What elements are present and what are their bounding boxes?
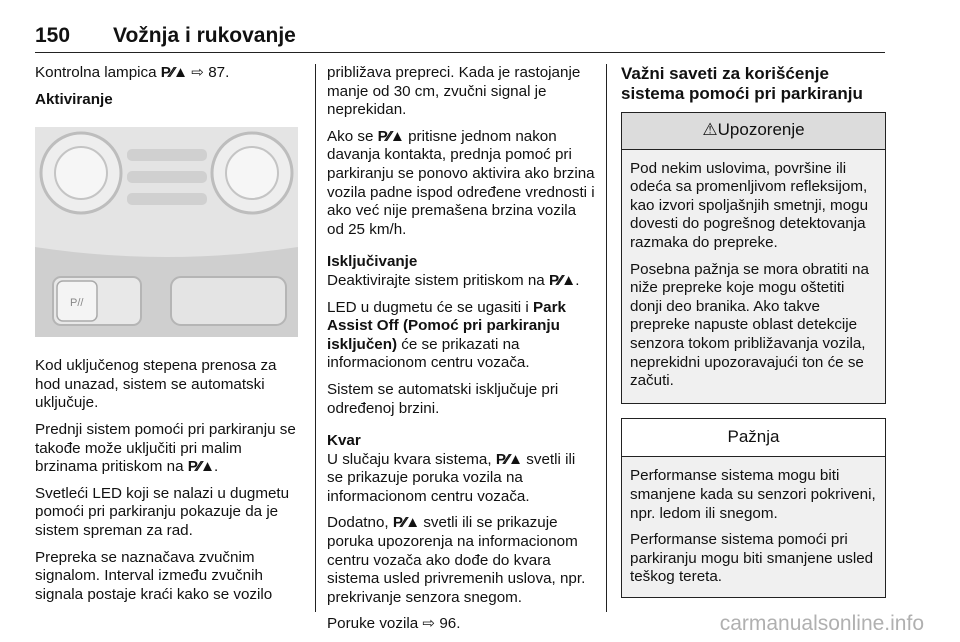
column-divider xyxy=(315,64,316,612)
heading-fault: Kvar xyxy=(327,432,361,450)
warning-body xyxy=(622,150,885,403)
column-2 xyxy=(327,64,595,642)
paragraph: Dodatno, P⁄⁄▲ svetli ili se prikazuje poruka upozorenja na informacionom centru vozača ako dođe do kvara sistema usled privremenih uslova, npr. prekrivanje senzora snegom. xyxy=(327,514,586,606)
paragraph: Sistem se automatski isključuje pri određenoj brzini. xyxy=(327,380,559,417)
header-divider xyxy=(35,52,885,53)
heading-deactivation: Isključivanje xyxy=(327,253,418,271)
column-divider xyxy=(606,64,607,612)
park-assist-icon: P⁄⁄▲ xyxy=(548,271,576,289)
page-header xyxy=(35,24,885,52)
display-message: Park Assist Off (Pomoć pri parkiranju isključen) xyxy=(327,298,566,353)
park-assist-icon: P⁄⁄▲ xyxy=(377,127,404,145)
paragraph: Kod uključenog stepena prenosa za hod unazad, sistem se automatski uključuje. xyxy=(35,357,277,412)
indicator-reference: Kontrolna lampica P⁄⁄▲ ⇨ 87. xyxy=(35,64,230,81)
caution-paragraph: Performanse sistema pomoći pri parkiranju mogu biti smanjene usled teškog tereta. xyxy=(630,531,874,586)
caution-header: Pažnja xyxy=(622,419,885,458)
paragraph: približava prepreci. Kada je rastojanje manje od 30 cm, zvučni signal je neprekidan. xyxy=(327,64,581,119)
paragraph: LED u dugmetu će se ugasiti i Park Assist Off (Pomoć pri parkiranju isključen) će se prikazati na informacionom centru vozača. xyxy=(327,298,566,372)
heading-activation: Aktiviranje xyxy=(35,90,113,108)
caution-body xyxy=(622,457,885,597)
paragraph: Svetleći LED koji se nalazi u dugmetu pomoći pri parkiranju pokazuje da je sistem spreman za rad. xyxy=(35,484,290,539)
chapter-title: Vožnja i rukovanje xyxy=(113,24,296,47)
warning-paragraph: Posebna pažnja se mora obratiti na niže prepreke koje mogu oštetiti donji deo branika. Ako takve prepreke napuste oblast detekcije senzora tokom približavanja vozila, neprekidni upozoravajući ton će se začuti. xyxy=(630,260,869,390)
park-assist-icon: P⁄⁄▲ xyxy=(392,514,420,532)
column-3 xyxy=(621,64,886,610)
warning-header xyxy=(622,113,885,150)
park-assist-icon: P⁄⁄▲ xyxy=(187,458,215,476)
paragraph: Prednji sistem pomoći pri parkiranju se takođe može uključiti pri malim brzinama pritiskom na P⁄⁄▲. xyxy=(35,420,296,476)
warning-title: Upozorenje xyxy=(717,120,805,139)
heading-tips: Važni saveti za korišćenje sistema pomoći pri parkiranju xyxy=(621,64,863,103)
warning-icon: ⚠ xyxy=(702,120,718,139)
park-assist-icon: P⁄⁄▲ xyxy=(495,450,523,468)
paragraph: Ako se P⁄⁄▲ pritisne jednom nakon davanja kontakta, prednja pomoć pri parkiranju se ponovo aktivira ako brzina vozila padne ispod određene vrednosti i ako već nije premašena brzina vozila od 25 km/h. xyxy=(327,127,595,238)
column-1 xyxy=(35,64,305,612)
page-number: 150 xyxy=(35,24,71,47)
watermark: carmanualsonline.info xyxy=(719,612,924,635)
section-fault: Kvar U slučaju kvara sistema, P⁄⁄▲ svetli ili se prikazuje poruka vozila na informacionom centru vozača. xyxy=(327,432,595,506)
caution-box xyxy=(621,418,886,598)
dashboard-illustration xyxy=(35,127,298,337)
paragraph: Poruke vozila ⇨ 96. xyxy=(327,615,461,633)
park-assist-button-illustration xyxy=(35,127,298,337)
park-assist-icon: P⁄⁄▲ xyxy=(160,64,188,81)
page-ref-icon: ⇨ xyxy=(191,64,204,81)
caution-paragraph: Performanse sistema mogu biti smanjene kada su senzori pokriveni, npr. ledom ili snegom. xyxy=(630,467,876,522)
page-ref-icon: ⇨ xyxy=(422,615,436,633)
paragraph: Prepreka se naznačava zvučnim signalom. Interval između zvučnih signala postaje kraći kako se vozilo xyxy=(35,548,273,603)
section-deactivation: Isključivanje Deaktivirajte sistem pritiskom na P⁄⁄▲. xyxy=(327,253,595,290)
warning-box xyxy=(621,112,886,404)
warning-paragraph: Pod nekim uslovima, površine ili odeća sa promenljivom refleksijom, kao izvori spoljašnjih smetnji, mogu dovesti do pogrešnog detektovanja razmaka do prepreke. xyxy=(630,159,869,251)
svg-text:P//: P// xyxy=(70,297,84,310)
